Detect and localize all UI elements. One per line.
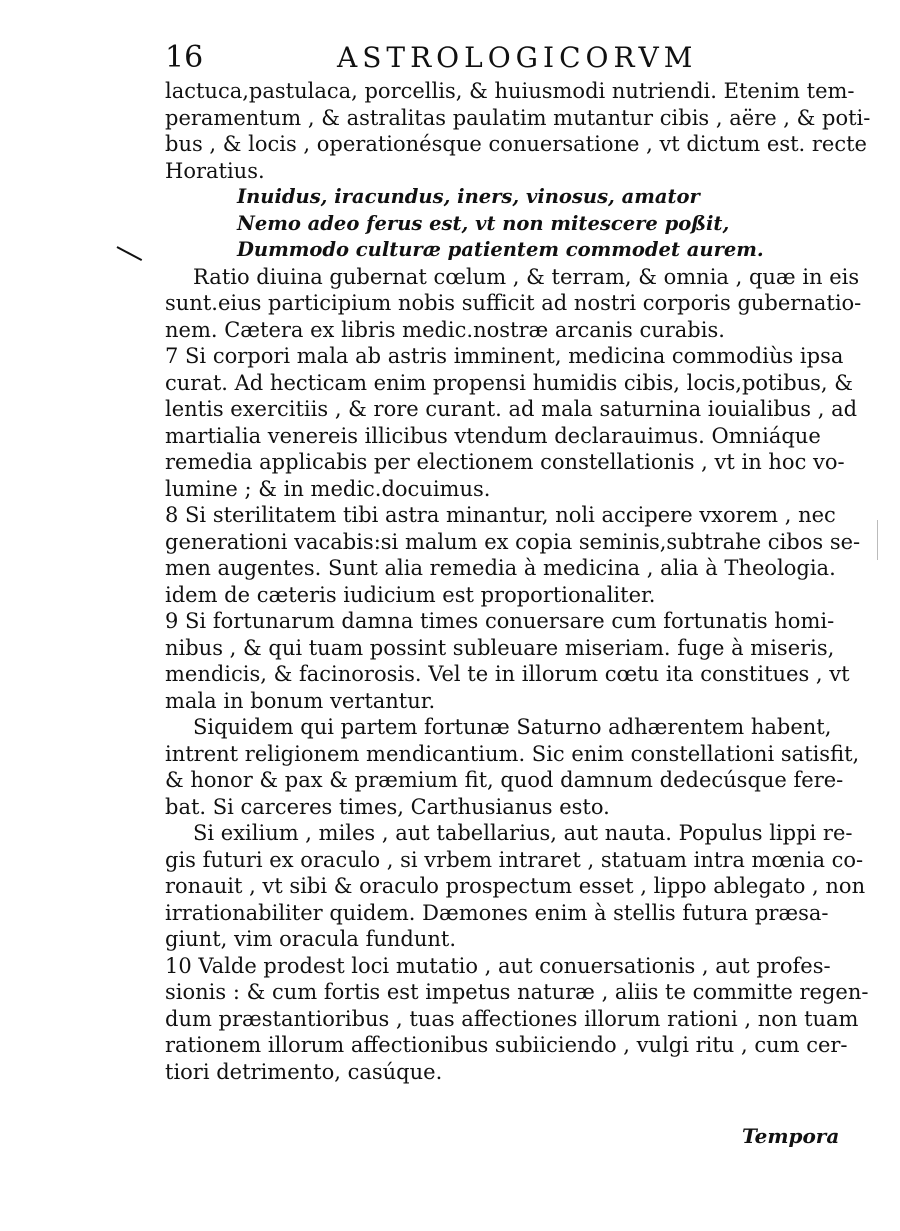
text-line: remedia applicabis per electionem constellationis , vt in hoc vo- — [165, 450, 845, 474]
text-line: 9 Si fortunarum damna times conuersare cum fortunatis homi- — [165, 609, 835, 633]
page-edge-mark — [877, 520, 878, 560]
text-line: gis futuri ex oraculo , si vrbem intraret , statuam intra mœnia co- — [165, 847, 864, 872]
text-line: rationem illorum affectionibus subiiciendo , vulgi ritu , cum cer- — [165, 1033, 848, 1057]
text-line: Siquidem qui partem fortunæ Saturno adhærentem habent, — [193, 715, 832, 739]
text-line: lactuca,pastulaca, porcellis, & huiusmodi nutriendi. Etenim tem- — [165, 79, 855, 103]
text-line: bat. Si carceres times, Carthusianus esto. — [165, 794, 610, 819]
text-line: & honor & pax & præmium fit, quod damnum dedecúsque fere- — [165, 768, 844, 792]
text-line: nem. Cætera ex libris medic.nostræ arcanis curabis. — [165, 317, 725, 342]
text-line: peramentum , & astralitas paulatim mutantur cibis , aëre , & poti- — [165, 105, 871, 130]
running-title: ASTROLOGICORVM — [337, 41, 698, 74]
text-line: lumine ; & in medic.docuimus. — [165, 476, 491, 501]
verse-line: Nemo adeo ferus est, vt non mitescere poßit, — [237, 211, 730, 235]
text-line: giunt, vim oracula fundunt. — [165, 927, 456, 951]
text-line: generationi vacabis:si malum ex copia seminis,subtrahe cibos se- — [165, 529, 861, 554]
text-line: nibus , & qui tuam possint subleuare miseriam. fuge à miseris, — [165, 635, 835, 660]
text-line: bus , & locis , operationésque conuersatione , vt dictum est. recte — [165, 132, 867, 156]
text-line: 7 Si corpori mala ab astris imminent, medicina commodiùs ipsa — [165, 344, 844, 368]
body-text — [165, 78, 871, 1085]
catchword: Tempora — [742, 1124, 840, 1148]
text-line: intrent religionem mendicantium. Sic enim constellationi satisfit, — [165, 741, 860, 766]
marginal-mark — [117, 246, 143, 261]
text-line: sionis : & cum fortis est impetus naturæ , aliis te committe regen- — [165, 980, 869, 1004]
text-line: irrationabiliter quidem. Dæmones enim à stellis futura præsa- — [165, 900, 829, 925]
text-line: dum præstantioribus , tuas affectiones illorum rationi , non tuam — [165, 1006, 859, 1031]
text-line: idem de cæteris iudicium est proportionaliter. — [165, 582, 656, 607]
verse-line: Dummodo culturæ patientem commodet aurem. — [237, 238, 764, 261]
verse-line: Inuidus, iracundus, iners, vinosus, amator — [237, 185, 700, 208]
text-line: mendicis, & facinorosis. Vel te in illorum cœtu ita constitues , vt — [165, 662, 850, 686]
text-line: curat. Ad hecticam enim propensi humidis cibis, locis,potibus, & — [165, 370, 853, 395]
page-number: 16 — [165, 40, 204, 75]
text-line: 10 Valde prodest loci mutatio , aut conuersationis , aut profes- — [165, 953, 831, 978]
text-line: 8 Si sterilitatem tibi astra minantur, noli accipere vxorem , nec — [165, 503, 836, 527]
page-header — [165, 38, 825, 78]
text-line: martialia venereis illicibus vtendum declarauimus. Omniáque — [165, 423, 821, 448]
text-line: tiori detrimento, casúque. — [165, 1059, 443, 1084]
text-line: Ratio diuina gubernat cœlum , & terram, & omnia , quæ in eis — [193, 264, 860, 289]
text-line: Si exilium , miles , aut tabellarius, aut nauta. Populus lippi re- — [193, 821, 853, 845]
text-line: sunt.eius participium nobis sufficit ad nostri corporis gubernatio- — [165, 291, 862, 315]
text-line: ronauit , vt sibi & oraculo prospectum esset , lippo ablegato , non — [165, 874, 866, 898]
text-line: men augentes. Sunt alia remedia à medicina , alia à Theologia. — [165, 556, 836, 580]
text-line: lentis exercitiis , & rore curant. ad mala saturnina iouialibus , ad — [165, 397, 858, 421]
text-line: Horatius. — [165, 158, 265, 183]
text-line: mala in bonum vertantur. — [165, 688, 436, 713]
